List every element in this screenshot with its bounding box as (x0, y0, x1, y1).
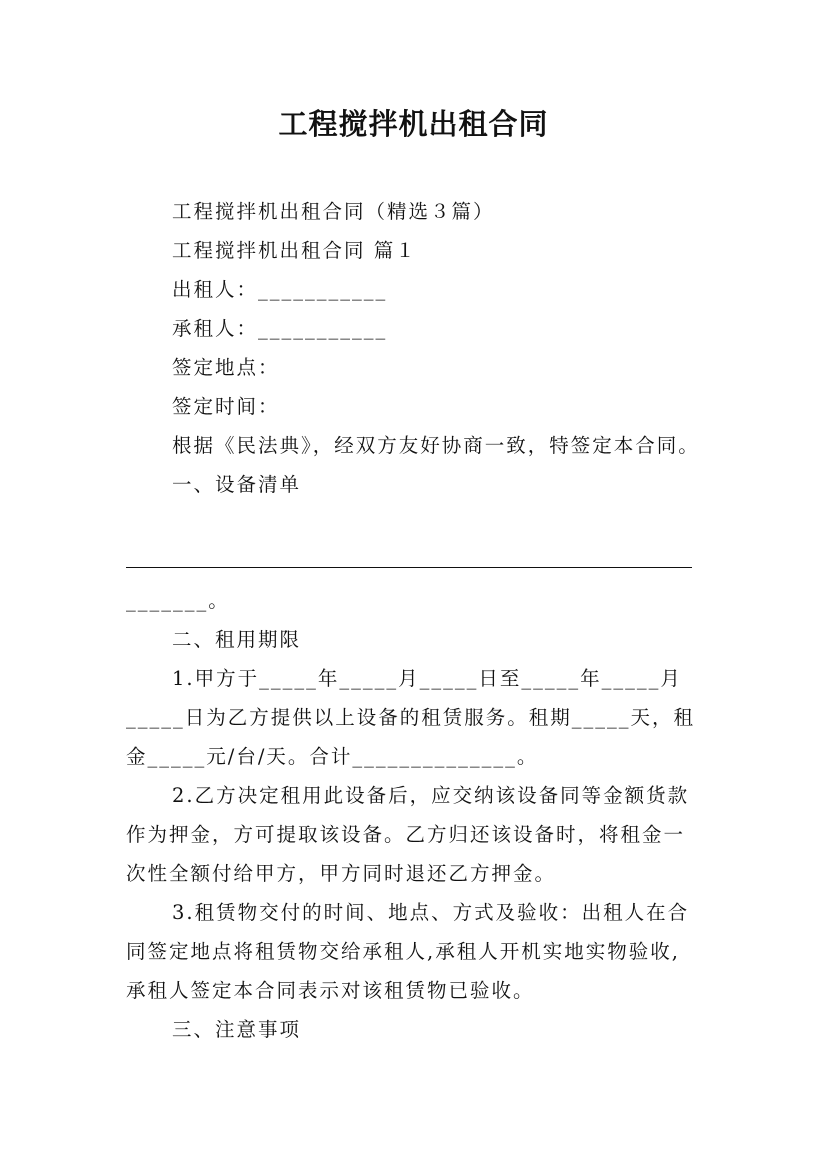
signing-place-field: 签定地点： (172, 356, 280, 379)
lessor-field: 出租人：___________ (172, 278, 388, 301)
clause-3-line-2: 同签定地点将租赁物交给承租人,承租人开机实地实物验收, (126, 940, 680, 963)
equipment-list-blank-end: _______。 (126, 589, 230, 612)
clause-3-line-1: 3.租赁物交付的时间、地点、方式及验收：出租人在合 (172, 901, 690, 924)
document-title: 工程搅拌机出租合同 (278, 107, 549, 141)
clause-2-line-2: 作为押金，方可提取该设备。乙方归还该设备时，将租金一 (126, 823, 686, 846)
clause-3-line-3: 承租人签定本合同表示对该租赁物已验收。 (126, 979, 535, 1002)
clause-1-line-3: 金_____元/台/天。合计______________。 (126, 745, 539, 768)
clause-2-line-3: 次性全额付给甲方，甲方同时退还乙方押金。 (126, 862, 557, 885)
heading-rental-period: 二、租用期限 (172, 628, 302, 651)
signing-time-field: 签定时间： (172, 395, 280, 418)
preamble-text: 根据《民法典》，经双方友好协商一致，特签定本合同。 (172, 434, 700, 457)
heading-notes: 三、注意事项 (172, 1018, 302, 1041)
section-heading-part1: 工程搅拌机出租合同 篇１ (172, 239, 417, 262)
equipment-list-blank-line (126, 567, 692, 568)
subtitle-selected: 工程搅拌机出租合同（精选３篇） (172, 200, 495, 223)
clause-1-line-2: _____日为乙方提供以上设备的租赁服务。租期_____天，租 (126, 706, 696, 729)
heading-equipment-list: 一、设备清单 (172, 473, 302, 496)
clause-2-line-1: 2.乙方决定租用此设备后，应交纳该设备同等金额货款 (172, 784, 690, 807)
lessee-field: 承租人：___________ (172, 317, 388, 340)
clause-1-line-1: 1.甲方于_____年_____月_____日至_____年_____月 (172, 667, 682, 690)
